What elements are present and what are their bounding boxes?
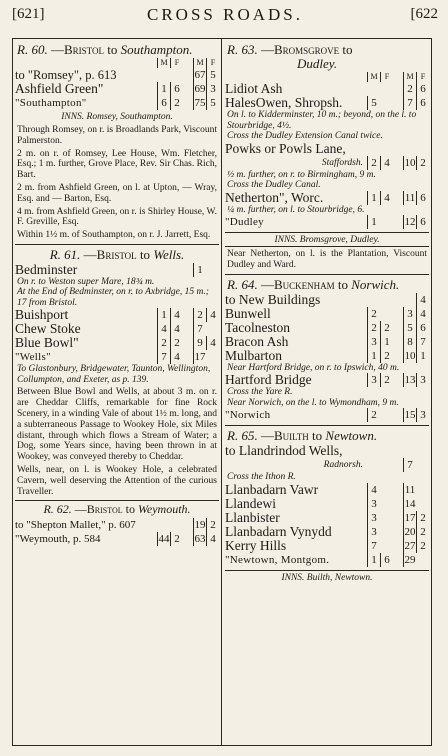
inns-line: INNS. Bromsgrove, Dudley. <box>225 232 429 246</box>
table-row: to "Romsey", p. 613 67 5 <box>15 68 219 82</box>
table-row: Bedminster 1 <box>15 263 219 277</box>
column-divider <box>221 38 222 746</box>
route-title: R. 63. —Bromsgrove to Dudley. <box>227 42 353 71</box>
note-paragraph: Wells, near, on l. is Wookey Hole, a celebrated Cavern, well deserving the Attention of the curious Traveller. <box>17 465 217 497</box>
route-note: ¼ m. further, on l. to Stourbridge, 6. <box>227 204 365 215</box>
table-row: "Wells" 7 4 17 <box>15 351 206 364</box>
note-paragraph: Between Blue Bowl and Wells, at about 3 m. on r. are Cheddar Cliffs, remarkable for fine Rock Scenery, in a winding Vale of about 1½ m. long, and a subterraneous Passage to Wookey Hole, six Miles distant, through which flows a Stream of Water; a Dog, some Years since, having been thrown in at Wookey, was conveyed thereby to Cheddar. <box>17 387 217 463</box>
table-row: HalesOwen, Shropsh. 5 7 6 <box>225 96 429 110</box>
route-note: Near Norwich, on the l. to Wymondham, 9 m. <box>227 397 399 408</box>
route-65 <box>225 426 429 587</box>
inns-line: INNS. Romsey, Southampton. <box>61 112 173 122</box>
table-row: Chew Stoke 4 4 7 <box>15 322 219 336</box>
route-title: R. 60. —Bristol to Southampton. <box>17 42 193 57</box>
right-page-number: [622 <box>410 6 438 22</box>
note-paragraph: Through Romsey, on r. is Broadlands Park, Viscount Palmerston. <box>17 125 217 146</box>
route-60 <box>15 40 219 245</box>
route-note: Near Hartford Bridge, on r. to Ipswich, 40 m. <box>227 362 400 373</box>
route-title: R. 64. —Buckenham to Norwich. <box>227 276 400 292</box>
route-title: R. 61. —Bristol to Wells. <box>49 246 185 262</box>
note-paragraph: Near Netherton, on l. is the Plantation, Viscount Dudley and Ward. <box>225 246 429 271</box>
route-note: At the End of Bedminster, on r. to Axbridge, 15 m.; 17 from Bristol. <box>17 287 209 308</box>
route-title: R. 65. —Builth to Newtown. <box>227 428 378 444</box>
table-row: Llanbadarn Vynydd 3 20 2 <box>225 525 429 539</box>
table-row: Radnorsh. 7 <box>225 458 429 472</box>
left-column <box>15 40 219 549</box>
table-row: Blue Bowl" 2 2 9 4 <box>15 336 219 350</box>
inns-line: INNS. Builth, Newtown. <box>225 570 429 584</box>
mf-header: M F M F <box>15 58 219 68</box>
table-row: Ashfield Green" 1 6 69 3 <box>15 82 219 96</box>
table-row: "Southampton" 6 2 75 5 <box>15 96 219 110</box>
table-row: Tacolneston 2 2 5 6 <box>225 321 429 335</box>
table-row: "Dudley 1 12 6 <box>225 215 429 229</box>
table-row: Lidiot Ash 2 6 <box>225 82 429 96</box>
table-row: "Newtown, Montgom. 1 6 29 <box>225 553 416 566</box>
route-63 <box>225 40 429 275</box>
table-row: Hartford Bridge 3 2 13 3 <box>225 373 429 387</box>
table-row: "Weymouth, p. 584 44 2 63 4 <box>15 532 219 546</box>
route-note: On l. to Kidderminster, 10 m.; beyond, on the l. to Stourbridge, 4½. <box>227 110 417 131</box>
table-row: Mulbarton 1 2 10 1 <box>225 349 429 363</box>
table-row: Buishport 1 4 2 4 <box>15 308 219 322</box>
table-row: Netherton", Worc. 1 4 11 6 <box>225 191 429 205</box>
table-row: to New Buildings 4 <box>225 293 429 307</box>
right-column <box>225 40 429 587</box>
table-row: "Norwich 2 15 3 <box>225 408 429 422</box>
table-row: to "Shepton Mallet," p. 607 19 2 <box>15 518 219 532</box>
table-row: Llandewi 3 14 <box>225 496 416 511</box>
table-row: Llanbadarn Vawr 4 11 <box>225 482 416 497</box>
note-paragraph: Within 1½ m. of Southampton, on r. J. Jarrett, Esq. <box>17 230 211 241</box>
note-paragraph: 2 m. on r. of Romsey, Lee House, Wm. Fletcher, Esq.; 1 m. further, Grove Place, Rev. Sir Chas. Rich, Bart. <box>17 148 217 181</box>
table-row: Powks or Powls Lane, <box>225 141 346 156</box>
table-row: Staffordsh. 2 4 10 2 <box>225 156 429 170</box>
table-row: Llanbister 3 17 2 <box>225 511 429 525</box>
route-note: Cross the Yare R. <box>227 387 293 398</box>
note-paragraph: 4 m. from Ashfield Green, on r. is Shirley House, W. F. Greville, Esq. <box>17 206 217 228</box>
route-64 <box>225 275 429 427</box>
route-note: On r. to Weston super Mare, 18¾ m. <box>17 276 155 287</box>
route-61 <box>15 245 219 501</box>
table-row: Kerry Hills 7 27 2 <box>225 539 429 553</box>
route-note: Cross the Dudley Extension Canal twice. <box>227 131 383 141</box>
route-note: Cross the Dudley Canal. <box>227 180 321 190</box>
table-row: to Llandrindod Wells, <box>225 444 343 459</box>
route-title: R. 62. —Bristol to Weymouth. <box>43 502 191 517</box>
mf-header: M F M F <box>225 72 429 82</box>
route-62 <box>15 501 219 549</box>
route-note: ½ m. further, on r. to Birmingham, 9 m. <box>227 169 376 180</box>
note-paragraph: 2 m. from Ashfield Green, on l. at Upton, — Wray, Esq. and — Barton, Esq. <box>17 182 217 204</box>
left-page-number: [621] <box>12 6 45 22</box>
running-title: CROSS ROADS. <box>147 5 303 24</box>
table-row: Bracon Ash 3 1 8 7 <box>225 335 429 349</box>
route-note: Cross the Ithon R. <box>227 472 296 483</box>
page-header <box>12 4 438 28</box>
route-note: To Glastonbury, Bridgewater, Taunton, Wellington, Collumpton, and Exeter, as p. 139. <box>17 364 211 385</box>
table-row: Bunwell 2 3 4 <box>225 307 429 321</box>
